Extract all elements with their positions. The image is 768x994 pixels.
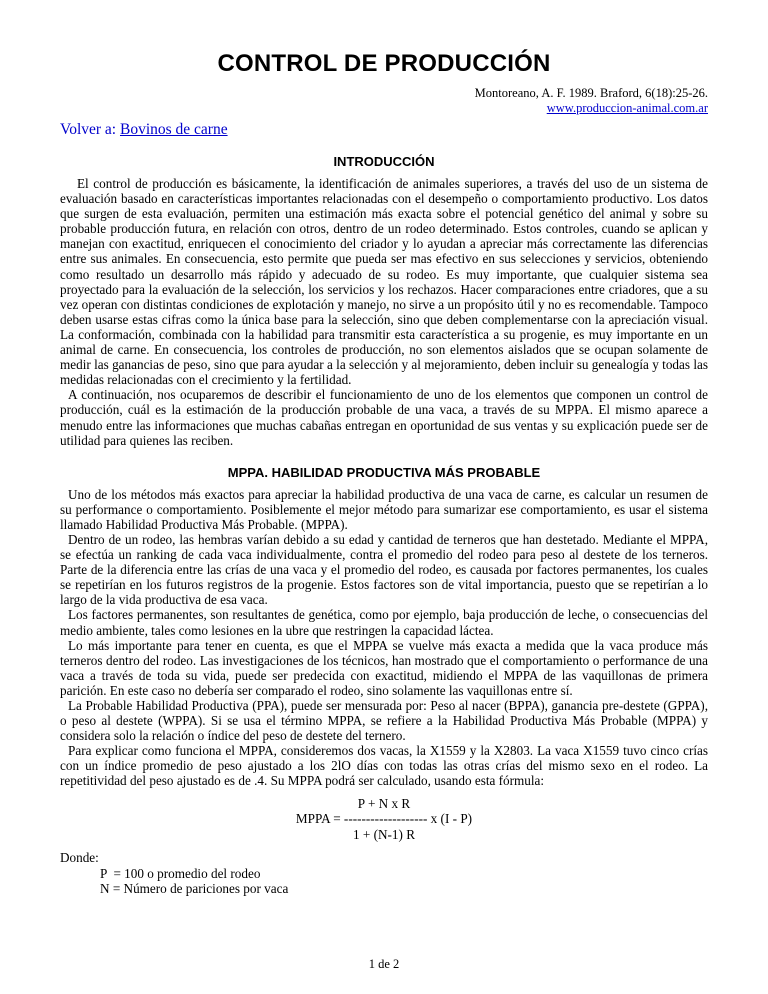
section-heading-introduccion: INTRODUCCIÓN xyxy=(333,154,435,169)
citation-text: Montoreano, A. F. 1989. Braford, 6(18):25-26. xyxy=(474,86,708,100)
mppa-paragraph-3: Los factores permanentes, son resultantes de genética, como por ejemplo, baja producción de leche, o consecuencias del medio ambiente, tales como lesiones en la ubre que restringen la capacidad láctea. xyxy=(60,607,708,638)
definition-item-p: P = 100 o promedio del rodeo xyxy=(100,865,261,881)
formula-denominator: 1 + (N-1) R xyxy=(352,827,415,843)
definitions-label: Donde: xyxy=(60,849,99,865)
intro-paragraph-1: El control de producción es básicamente, la identificación de animales superiores, a través del uso de un sistema de evaluación basado en características importantes relacionadas con el desempeño o comportamiento productivo. Los datos que surgen de esta evaluación, permiten una estimación más exacta sobre el potencial genético del animal y sobre su probable producción futura, en relación con otros, dentro de un rodeo determinado. Estos controles, cuando se aplican y manejan con exactitud, enriquecen el conocimiento del criador y lo ayudan a apreciar más correctamente las diferencias entre sus animales. En consecuencia, esto permite que pueda ser mas efectivo en sus selecciones y servicios, obteniendo como resultado un desarrollo más rápido y adecuado de su rodeo. Es muy importante, que cualquier sistema sea proyectado para la evaluación de la selección, los servicios y los rechazos. Hacer comparaciones entre criadores, que a su vez operan con distintas condiciones de explotación y manejo, no sirve a un propósito útil y no es recomendable. Tampoco deben usarse estas cifras como la única base para la selección, sino que deben complementarse con la apreciación visual. La conformación, combinada con la habilidad para transmitir esta característica a su progenie, es muy importante en un animal de carne. En consecuencia, los controles de producción, no son elementos aislados que se ocupan solamente de medir las ganancias de peso, sino que para ayudar a la selección y al mejoramiento, deben incluir su genealogía y todas las medidas relacionadas con el crecimiento y la fertilidad. xyxy=(60,176,708,388)
intro-paragraph-2: A continuación, nos ocuparemos de describir el funcionamiento de uno de los elementos que componen un control de producción, cuál es la estimación de la producción probable de una vaca, a través de su MPPA. El mismo aparece a menudo entre las informaciones que muchas cabañas entregan en oportunidad de sus ventas y su explicación puede ser de utilidad para quienes las reciben. xyxy=(60,387,708,448)
mppa-paragraph-4: Lo más importante para tener en cuenta, es que el MPPA se vuelve más exacta a medida que la vaca produce más terneros dentro del rodeo. Las investigaciones de los técnicos, han mostrado que el comportamiento o performance de una vaca a través de toda su vida, puede ser predecida con exactitud, midiendo el MPPA de las vaquillonas de primera parición. En este caso no debería ser comparado el rodeo, sino solamente las vaquillonas entre sí. xyxy=(60,637,708,698)
page-title: CONTROL DE PRODUCCIÓN xyxy=(217,50,551,77)
citation-block xyxy=(60,86,708,116)
formula-numerator: P + N x R xyxy=(357,795,411,811)
definitions-block xyxy=(60,850,708,897)
formula-block xyxy=(60,796,708,843)
back-link-bovinos[interactable]: Bovinos de carne xyxy=(119,121,228,138)
section-heading-mppa: MPPA. HABILIDAD PRODUCTIVA MÁS PROBABLE xyxy=(227,464,541,480)
mppa-paragraph-1: Uno de los métodos más exactos para apreciar la habilidad productiva de una vaca de carne, es calcular un resumen de su performance o comportamiento. Posiblemente el mejor método para sumarizar ese comportamiento, es usar el sistema llamado Habilidad Productiva Más Probable. (MPPA). xyxy=(60,486,708,532)
mppa-paragraph-5: La Probable Habilidad Productiva (PPA), puede ser mensurada por: Peso al nacer (BPPA), ganancia pre-destete (GPPA), o peso al destete (WPPA). Si se usa el término MPPA, se refiere a la Habilidad Productiva Más Probable (MPPA) y considera solo la relación o índice del peso de destete del ternero. xyxy=(60,698,708,744)
formula-equation: MPPA = ------------------- x (I - P) xyxy=(295,811,473,827)
breadcrumb xyxy=(60,121,708,139)
source-url-link[interactable]: www.produccion-animal.com.ar xyxy=(546,101,708,115)
back-label: Volver a: xyxy=(60,121,120,138)
mppa-paragraph-6: Para explicar como funciona el MPPA, consideremos dos vacas, la X1559 y la X2803. La vaca X1559 tuvo cinco crías con un índice promedio de peso ajustado a los 2lO días con todas las otras crías del mismo sexo en el rodeo. La repetitividad del peso ajustado es de .4. Su MPPA podrá ser calculado, usando esta fórmula: xyxy=(60,743,708,789)
mppa-paragraph-2: Dentro de un rodeo, las hembras varían debido a su edad y cantidad de terneros que han destetado. Mediante el MPPA, se efectúa un ranking de cada vaca individualmente, contra el promedio del rodeo para peso al destete de los terneros. Parte de la diferencia entre las crías de una vaca y el promedio del rodeo, es causada por factores permanentes, los cuales se repetirían en los futuros registros de la progenie. Estos factores son de vital importancia, puesto que se repetirían a lo largo de la vida productiva de esa vaca. xyxy=(60,531,708,608)
page-number: 1 de 2 xyxy=(368,957,400,971)
definition-item-n: N = Número de pariciones por vaca xyxy=(100,881,289,897)
